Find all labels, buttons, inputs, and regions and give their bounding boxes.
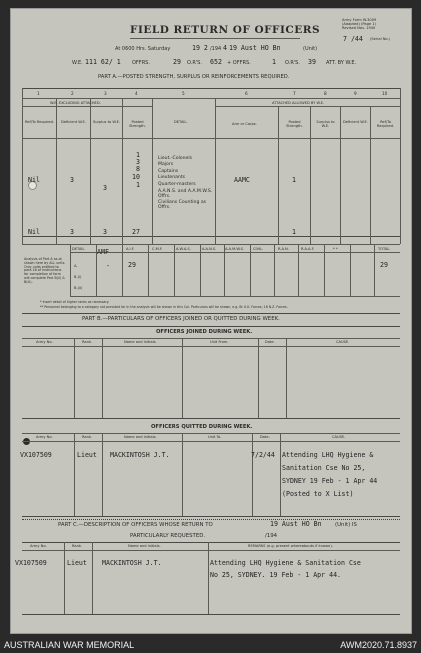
return-date: 19 2 <box>192 44 208 52</box>
quitted-header: Rank. <box>82 435 93 439</box>
or2-value: 39 <box>308 58 316 66</box>
col-number: 2 <box>71 91 74 96</box>
part-c-year: /194 <box>265 533 278 539</box>
rank-item: Majors <box>158 162 174 168</box>
archive-footer <box>0 637 421 653</box>
surplus-value: 3 <box>103 184 107 192</box>
deficient-value: 3 <box>70 176 74 184</box>
form-reference: Army Form W.3009 (Adapted) (Page 1) Revised Nov. 1940 <box>342 18 377 31</box>
part-c-header: Name and Initials. <box>128 544 161 548</box>
analysis-service: AMF <box>97 248 109 256</box>
quitted-army-no: VX107509 <box>20 451 52 459</box>
year-value: 4 <box>223 44 227 52</box>
col-number: 6 <box>245 91 248 96</box>
rank-item: Lieut.-Colonels <box>158 156 193 161</box>
col-header: Posted Strength. <box>286 120 303 129</box>
col-number: 8 <box>324 91 327 96</box>
footnote: ** Personnel belonging to a category not provided for in the analysis will be shown in this Col. Particulars will be shown, e.g. Br U.K. Forces; 16 N.Z. Forces. <box>40 305 288 309</box>
footer-accession: AWM2020.71.8937 <box>340 640 417 650</box>
or2-label: O.R'S. <box>285 60 300 66</box>
quitted-cause-line: Sanitation Cse No 25, <box>282 464 366 472</box>
at-label: At 0600 Hrs. Saturday <box>115 46 171 52</box>
joined-header: CAUSE. <box>336 340 350 344</box>
serial-label: (Serial No.) <box>370 37 391 41</box>
rank-item: Lieutenants <box>158 175 186 181</box>
offrs-label: OFFRS. <box>132 60 150 66</box>
col-header: Ref/To Required. <box>376 120 395 129</box>
analysis-note: Analysis of Part A as at shown here by ALL units. Only units entitled to para 16 of Instructions for completion of form will complete Part B(ii) & B(iii). <box>24 257 66 284</box>
quitted-name: MACKINTOSH J.T. <box>110 451 170 459</box>
quitted-cause-line: SYDNEY 19 Feb - 1 Apr 44 <box>282 477 378 485</box>
form-sheet <box>10 8 412 634</box>
col-header: Deficient W.E. <box>343 120 368 124</box>
rank-value: 1 <box>136 181 140 189</box>
quitted-header: CAUSE. <box>332 435 346 439</box>
joined-title: OFFICERS JOINED DURING WEEK. <box>156 329 253 335</box>
quitted-rank: Lieut <box>77 451 97 459</box>
joined-header: Unit From. <box>210 340 229 344</box>
year-prefix: /194 <box>210 46 222 52</box>
part-c-name: MACKINTOSH J.T. <box>102 559 162 567</box>
analysis-header: * * <box>333 247 338 251</box>
analysis-row-label: B.(ii) <box>74 286 83 290</box>
rank-item: A.A.N.S. and A.A.M.W.S. Offrs. <box>158 189 213 200</box>
analysis-header: TOTAL. <box>378 247 391 251</box>
quitted-header: Date. <box>260 435 270 439</box>
surplus-total: 3 <box>103 228 107 236</box>
offrs-value: 29 <box>173 58 181 66</box>
we-label: W.E. <box>72 60 83 66</box>
col-number: 7 <box>293 91 296 96</box>
col-header: Surplus to W.E. <box>92 120 121 124</box>
part-c-unit: 19 Aust HO Bn <box>270 520 322 528</box>
col-header: Deficient W.E. <box>61 120 86 124</box>
nil-entry: Nil <box>28 176 40 184</box>
part-b-title: PART B.—PARTICULARS OF OFFICERS JOINED OR QUITTED DURING WEEK. <box>82 316 280 322</box>
posted-total: 27 <box>132 228 140 236</box>
serial-number: 7 /44 <box>343 35 363 43</box>
part-c-header: Army No. <box>30 544 47 548</box>
joined-header: Name and Initials. <box>124 340 157 344</box>
col-header: Ref/To Required. <box>24 120 55 124</box>
group-we-excluding: W.E. EXCLUDING ATTACHED. <box>50 100 101 105</box>
rank-value: 3 <box>136 158 140 166</box>
rank-item: Captains <box>158 168 179 174</box>
plus-offrs-value: 1 <box>272 58 276 66</box>
part-a-title: PART A.—POSTED STRENGTH, SURPLUS OR REINFORCEMENTS REQUIRED. <box>98 74 290 80</box>
part-c-rank: Lieut <box>67 559 87 567</box>
quitted-header: Unit To. <box>208 435 222 439</box>
analysis-row-label: DETAIL <box>72 247 85 251</box>
deficient-total: 3 <box>70 228 74 236</box>
joined-header: Rank. <box>82 340 93 344</box>
col-header: DETAIL. <box>174 120 188 124</box>
unit-label: (Unit) <box>303 46 318 52</box>
analysis-row-label: B.(i) <box>74 275 82 279</box>
quitted-header: Army No. <box>36 435 53 439</box>
analysis-header: A.A.N.S. <box>202 247 217 251</box>
attached-posted-total: 1 <box>292 228 296 236</box>
rank-value: 10 <box>132 173 140 181</box>
col-number: 10 <box>382 91 388 96</box>
quitted-header: Name and Initials. <box>124 435 157 439</box>
quitted-cause-line: (Posted to X List) <box>282 490 354 498</box>
analysis-dash: - <box>106 262 110 270</box>
analysis-row-label: A. <box>74 264 78 268</box>
part-c-header: Rank. <box>72 544 83 548</box>
att-label: ATT. BY W.E. <box>326 60 357 66</box>
nil-total: Nil <box>28 228 40 236</box>
analysis-header: C.M.F. <box>152 247 163 251</box>
analysis-aif-value: 29 <box>128 261 136 269</box>
arm-corps-value: AAMC <box>234 176 250 184</box>
rank-value: 1 <box>136 151 140 159</box>
col-number: 4 <box>135 91 138 96</box>
analysis-header: A.W.A.S. <box>176 247 191 251</box>
col-header: Arm or Corps. <box>232 122 257 126</box>
analysis-header: R.A.A.F. <box>301 247 315 251</box>
we-value: 111 62/ 1 <box>85 58 121 66</box>
col-number: 1 <box>37 91 40 96</box>
footnote: * Insert detail of higher ranks as necessary. <box>40 300 110 304</box>
part-c-title-b: PARTICULARLY REQUESTED. <box>130 533 206 539</box>
attached-posted-value: 1 <box>292 176 296 184</box>
rank-item: Civilians Counting as Offrs. <box>158 200 207 211</box>
part-c-remark-line: Attending LHQ Hygiene & Sanitation Cse <box>210 559 361 567</box>
rank-list <box>158 156 214 210</box>
or-label: O.R'S. <box>187 60 202 66</box>
unit-name: 19 Aust HO Bn <box>229 44 281 52</box>
part-c-army-no: VX107509 <box>15 559 47 567</box>
col-number: 5 <box>182 91 185 96</box>
plus-offrs-label: + OFFRS. <box>227 60 251 66</box>
col-header: Posted Strength. <box>129 120 146 129</box>
quitted-cause-line: Attending LHQ Hygiene & <box>282 451 374 459</box>
col-number: 9 <box>354 91 357 96</box>
analysis-header: A.I.F. <box>126 247 135 251</box>
analysis-total-value: 29 <box>380 261 388 269</box>
part-c-unit-label: (Unit) IS <box>335 522 357 528</box>
rank-item: Quarter-masters <box>158 181 196 187</box>
part-c-remark-line: No 25, SYDNEY. 19 Feb - 1 Apr 44. <box>210 571 342 579</box>
analysis-header: A.A.M.W.S. <box>225 247 245 251</box>
quitted-date: 7/2/44 <box>251 451 275 459</box>
analysis-header: CIVIL. <box>253 247 264 251</box>
col-header: Surplus to W.E. <box>316 120 335 129</box>
joined-header: Army No. <box>36 340 53 344</box>
part-c-title: PART C.—DESCRIPTION OF OFFICERS WHOSE RETURN TO <box>58 522 213 528</box>
form-title: FIELD RETURN OF OFFICERS <box>130 24 321 36</box>
quitted-title: OFFICERS QUITTED DURING WEEK. <box>151 424 253 430</box>
analysis-header: R.A.N. <box>278 247 289 251</box>
joined-header: Date. <box>265 340 275 344</box>
group-attached-allowed: ATTACHED ALLOWED BY W.E. <box>272 100 325 105</box>
footer-institution: AUSTRALIAN WAR MEMORIAL <box>4 640 135 650</box>
rank-value: 8 <box>136 165 140 173</box>
col-number: 3 <box>104 91 107 96</box>
part-c-header: REMARKS (e.g. present whereabouts if known). <box>248 544 333 548</box>
or-value: 652 <box>210 58 222 66</box>
